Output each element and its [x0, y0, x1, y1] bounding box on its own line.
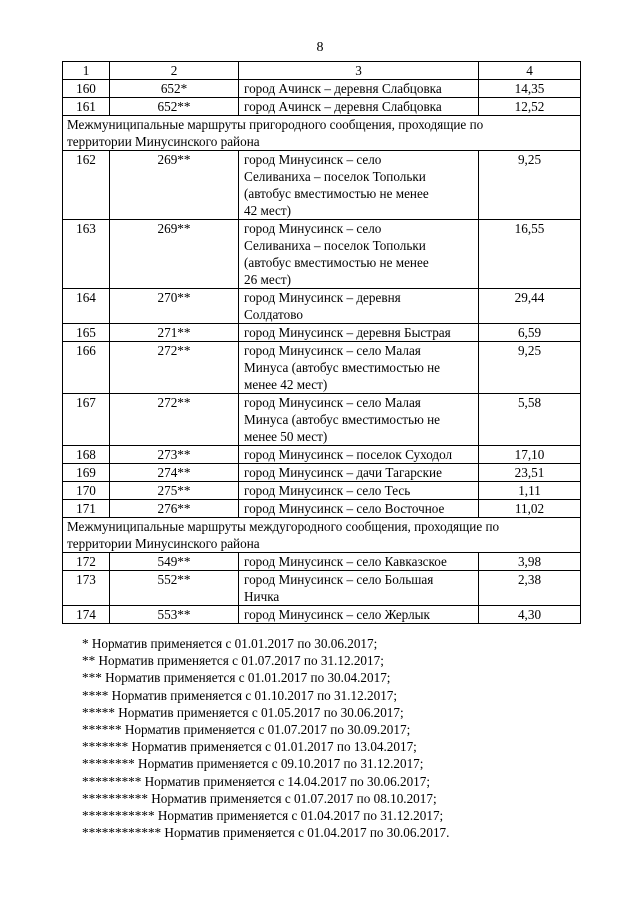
route-name-cell: [239, 151, 479, 220]
section-heading-line: территории Минусинского района: [67, 134, 260, 149]
footnote: ************ Норматив применяется с 01.04.2017 по 30.06.2017.: [82, 825, 450, 841]
row-number-cell: 172: [63, 553, 110, 571]
route-name-cell: [239, 394, 479, 446]
row-number-cell: 163: [63, 220, 110, 289]
value-cell: 9,25: [479, 151, 581, 220]
routes-table: [62, 61, 581, 624]
footnote: ** Норматив применяется с 01.07.2017 по 31.12.2017;: [82, 653, 384, 669]
route-name-line: Селиваниха – поселок Топольки: [244, 238, 426, 253]
value-cell: 6,59: [479, 324, 581, 342]
route-name-line: город Минусинск – село Большая: [244, 572, 434, 587]
value-cell: 16,55: [479, 220, 581, 289]
table-row: [63, 394, 581, 446]
route-name-cell: [239, 80, 479, 98]
route-name-line: город Минусинск – село Малая: [244, 343, 421, 358]
routes-table-body: [63, 62, 581, 624]
table-row: [63, 464, 581, 482]
route-name-cell: [239, 606, 479, 624]
route-name-line: 26 мест): [244, 272, 292, 287]
route-name-line: город Ачинск – деревня Слабцовка: [244, 99, 442, 114]
route-name-line: город Минусинск – село: [244, 152, 382, 167]
route-name-line: город Минусинск – село Жерлык: [244, 607, 430, 622]
row-number-cell: 160: [63, 80, 110, 98]
route-name-cell: [239, 464, 479, 482]
table-row: [63, 98, 581, 116]
route-number-cell: 553**: [110, 606, 239, 624]
footnote: **** Норматив применяется с 01.10.2017 по 31.12.2017;: [82, 687, 398, 703]
route-number-cell: 276**: [110, 500, 239, 518]
route-number-cell: 272**: [110, 394, 239, 446]
route-name-cell: [239, 446, 479, 464]
value-cell: 12,52: [479, 98, 581, 116]
value-cell: 9,25: [479, 342, 581, 394]
route-name-line: Минуса (автобус вместимостью не: [244, 412, 441, 427]
route-number-cell: 652**: [110, 98, 239, 116]
footnote: ****** Норматив применяется с 01.07.2017 по 30.09.2017;: [82, 722, 411, 738]
route-name-line: Солдатово: [244, 307, 303, 322]
row-number-cell: 167: [63, 394, 110, 446]
value-cell: 3,98: [479, 553, 581, 571]
route-name-line: город Минусинск – село Тесь: [244, 483, 411, 498]
table-row: [63, 151, 581, 220]
row-number-cell: 165: [63, 324, 110, 342]
table-row: [63, 80, 581, 98]
route-name-line: город Минусинск – деревня: [244, 290, 401, 305]
section-row: [63, 518, 581, 553]
route-name-cell: [239, 571, 479, 606]
table-row: [63, 289, 581, 324]
route-name-line: город Минусинск – дачи Тагарские: [244, 465, 442, 480]
section-heading-line: территории Минусинского района: [67, 536, 260, 551]
route-name-line: город Минусинск – поселок Суходол: [244, 447, 453, 462]
row-number-cell: 169: [63, 464, 110, 482]
footnote: ******* Норматив применяется с 01.01.2017 по 13.04.2017;: [82, 739, 417, 755]
route-number-cell: 274**: [110, 464, 239, 482]
row-number-cell: 162: [63, 151, 110, 220]
route-name-line: 42 мест): [244, 203, 292, 218]
section-heading-line: Межмуниципальные маршруты междугородного сообщения, проходящие по: [67, 519, 500, 534]
route-name-line: менее 42 мест): [244, 377, 328, 392]
route-number-cell: 552**: [110, 571, 239, 606]
route-name-cell: [239, 482, 479, 500]
route-name-line: менее 50 мест): [244, 429, 328, 444]
header-cell-1: 1: [63, 62, 110, 80]
route-number-cell: 272**: [110, 342, 239, 394]
table-row: [63, 220, 581, 289]
table-row: [63, 446, 581, 464]
row-number-cell: 170: [63, 482, 110, 500]
header-cell-2: 2: [110, 62, 239, 80]
row-number-cell: 174: [63, 606, 110, 624]
route-number-cell: 273**: [110, 446, 239, 464]
route-name-cell: [239, 342, 479, 394]
value-cell: 5,58: [479, 394, 581, 446]
route-name-cell: [239, 98, 479, 116]
table-row: [63, 500, 581, 518]
value-cell: 29,44: [479, 289, 581, 324]
table-row: [63, 606, 581, 624]
footnote: ******** Норматив применяется с 09.10.2017 по 31.12.2017;: [82, 756, 424, 772]
row-number-cell: 173: [63, 571, 110, 606]
route-name-cell: [239, 220, 479, 289]
route-name-cell: [239, 324, 479, 342]
value-cell: 2,38: [479, 571, 581, 606]
table-row: [63, 553, 581, 571]
route-name-line: город Минусинск – село Восточное: [244, 501, 445, 516]
table-row: [63, 324, 581, 342]
route-number-cell: 652*: [110, 80, 239, 98]
value-cell: 4,30: [479, 606, 581, 624]
footnote: *** Норматив применяется с 01.01.2017 по 30.04.2017;: [82, 670, 391, 686]
route-name-line: город Минусинск – село: [244, 221, 382, 236]
page-number: 8: [316, 40, 324, 55]
route-number-cell: 549**: [110, 553, 239, 571]
route-name-line: Ничка: [244, 589, 280, 604]
value-cell: 11,02: [479, 500, 581, 518]
table-row: [63, 342, 581, 394]
footnote: *********** Норматив применяется с 01.04.2017 по 31.12.2017;: [82, 808, 444, 824]
route-name-cell: [239, 500, 479, 518]
header-cell-4: 4: [479, 62, 581, 80]
footnotes: [82, 635, 449, 841]
route-number-cell: 269**: [110, 151, 239, 220]
route-name-line: (автобус вместимостью не менее: [244, 255, 429, 270]
value-cell: 23,51: [479, 464, 581, 482]
section-heading-line: Межмуниципальные маршруты пригородного сообщения, проходящие по: [67, 117, 484, 132]
section-row: [63, 116, 581, 151]
value-cell: 1,11: [479, 482, 581, 500]
route-number-cell: 275**: [110, 482, 239, 500]
route-number-cell: 271**: [110, 324, 239, 342]
footnote: ***** Норматив применяется с 01.05.2017 по 30.06.2017;: [82, 704, 404, 720]
footnote: ********** Норматив применяется с 01.07.2017 по 08.10.2017;: [82, 790, 437, 806]
route-name-cell: [239, 553, 479, 571]
footnote: * Норматив применяется с 01.01.2017 по 30.06.2017;: [82, 636, 378, 651]
route-name-cell: [239, 289, 479, 324]
section-heading: [63, 518, 581, 553]
route-number-cell: 270**: [110, 289, 239, 324]
row-number-cell: 161: [63, 98, 110, 116]
route-name-line: Минуса (автобус вместимостью не: [244, 360, 441, 375]
header-cell-3: 3: [239, 62, 479, 80]
value-cell: 17,10: [479, 446, 581, 464]
route-name-line: город Минусинск – село Кавказское: [244, 554, 447, 569]
route-name-line: (автобус вместимостью не менее: [244, 186, 429, 201]
row-number-cell: 164: [63, 289, 110, 324]
row-number-cell: 166: [63, 342, 110, 394]
row-number-cell: 171: [63, 500, 110, 518]
value-cell: 14,35: [479, 80, 581, 98]
route-name-line: город Ачинск – деревня Слабцовка: [244, 81, 442, 96]
table-row: [63, 482, 581, 500]
footnote: ********* Норматив применяется с 14.04.2017 по 30.06.2017;: [82, 773, 431, 789]
route-name-line: город Минусинск – село Малая: [244, 395, 421, 410]
row-number-cell: 168: [63, 446, 110, 464]
route-number-cell: 269**: [110, 220, 239, 289]
table-row: [63, 571, 581, 606]
section-heading: [63, 116, 581, 151]
route-name-line: город Минусинск – деревня Быстрая: [244, 325, 451, 340]
route-name-line: Селиваниха – поселок Топольки: [244, 169, 426, 184]
table-header-row: [63, 62, 581, 80]
